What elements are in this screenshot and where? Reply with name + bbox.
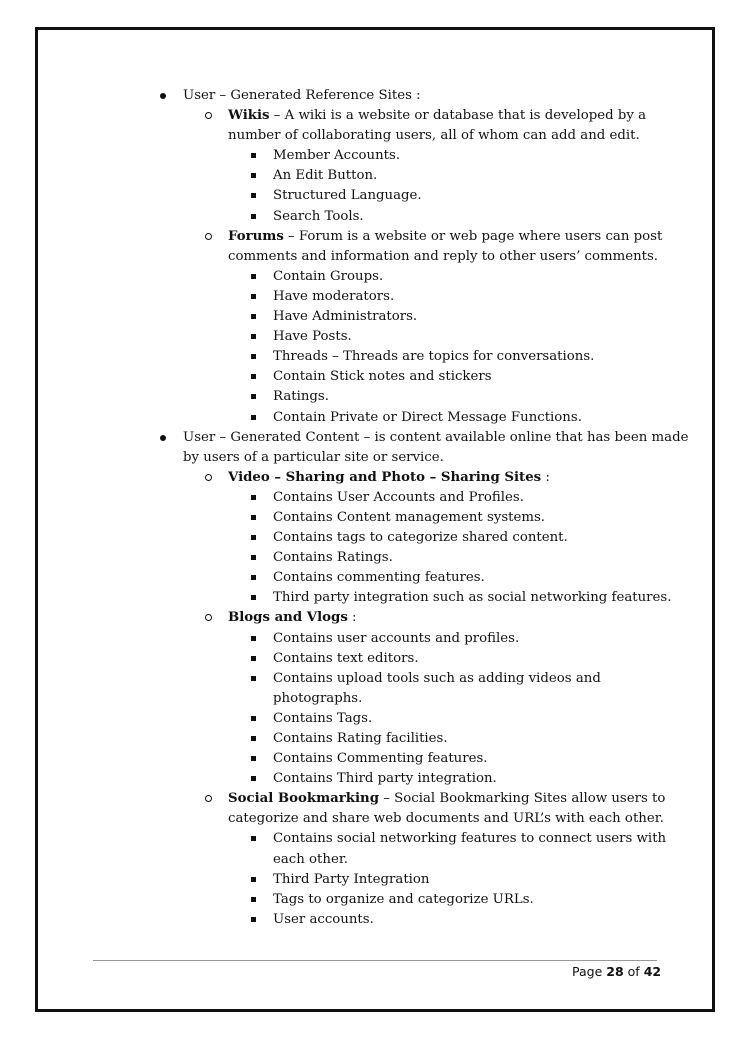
square-bullet [251,917,256,922]
subbullet-forums: Forums – Forum is a website or web page where users can post [0,227,750,247]
list-item: Contains Third party integration. [0,769,750,789]
square-bullet [251,756,256,761]
square-bullet [251,575,256,580]
subbullet-blogs-vlogs: Blogs and Vlogs : [0,608,750,628]
circle-bullet [205,233,212,240]
square-bullet [251,515,256,520]
list-item: Contains text editors. [0,649,750,669]
disc-bullet [160,435,166,441]
square-bullet [251,555,256,560]
square-bullet [251,636,256,641]
user-content-cont: by users of a particular site or service. [183,449,444,465]
square-bullet [251,354,256,359]
circle-bullet [205,112,212,119]
circle-bullet [205,614,212,621]
square-bullet [251,173,256,178]
square-bullet [251,877,256,882]
list-item: Contains social networking features to connect users with [0,829,750,849]
subbullet-wikis: Wikis – A wiki is a website or database that is developed by a [0,106,750,126]
list-item: Contains Content management systems. [0,508,750,528]
list-item: Structured Language. [0,186,750,206]
list-item: Threads – Threads are topics for conversations. [0,347,750,367]
square-bullet [251,535,256,540]
footer-rule [93,960,657,961]
square-bullet [251,415,256,420]
list-item: Contains tags to categorize shared content. [0,528,750,548]
list-item: An Edit Button. [0,166,750,186]
list-item: Contains User Accounts and Profiles. [0,488,750,508]
square-bullet [251,495,256,500]
square-bullet [251,294,256,299]
list-item: Contains commenting features. [0,568,750,588]
bullet-user-content: User – Generated Content – is content available online that has been made [0,428,750,448]
list-item: Contains Tags. [0,709,750,729]
wikis-desc-cont: number of collaborating users, all of whom can add and edit. [228,128,640,144]
document-body [0,86,750,930]
list-item: Contains Commenting features. [0,749,750,769]
list-item: Contains upload tools such as adding videos and [0,669,750,689]
list-item: Search Tools. [0,207,750,227]
bullet-reference-sites: User – Generated Reference Sites : [0,86,750,106]
list-item-cont: each other. [273,851,348,867]
list-item: Ratings. [0,387,750,407]
square-bullet [251,274,256,279]
list-item: Third Party Integration [0,870,750,890]
list-item: Contain Private or Direct Message Functions. [0,408,750,428]
square-bullet [251,193,256,198]
square-bullet [251,334,256,339]
disc-bullet [160,93,166,99]
page-footer: Page 28 of 42 [572,964,662,979]
square-bullet [251,394,256,399]
subbullet-video-photo: Video – Sharing and Photo – Sharing Sites : [0,468,750,488]
square-bullet [251,374,256,379]
list-item: Member Accounts. [0,146,750,166]
square-bullet [251,716,256,721]
list-item: Have Posts. [0,327,750,347]
square-bullet [251,897,256,902]
square-bullet [251,595,256,600]
list-item: Contains Ratings. [0,548,750,568]
circle-bullet [205,795,212,802]
circle-bullet [205,474,212,481]
square-bullet [251,836,256,841]
list-item: Tags to organize and categorize URLs. [0,890,750,910]
square-bullet [251,153,256,158]
list-item-cont: photographs. [273,690,363,706]
square-bullet [251,776,256,781]
list-item: Contain Stick notes and stickers [0,367,750,387]
list-item: Have Administrators. [0,307,750,327]
square-bullet [251,656,256,661]
square-bullet [251,736,256,741]
forums-desc-cont: comments and information and reply to other users’ comments. [228,248,659,264]
list-item: Contain Groups. [0,267,750,287]
square-bullet [251,676,256,681]
list-item: Contains user accounts and profiles. [0,629,750,649]
social-desc-cont: categorize and share web documents and URL’s with each other. [228,811,664,827]
subbullet-social-bookmarking: Social Bookmarking – Social Bookmarking Sites allow users to [0,789,750,809]
list-item: Third party integration such as social networking features. [0,588,750,608]
square-bullet [251,214,256,219]
list-item: Contains Rating facilities. [0,729,750,749]
square-bullet [251,314,256,319]
list-item: User accounts. [0,910,750,930]
list-item: Have moderators. [0,287,750,307]
